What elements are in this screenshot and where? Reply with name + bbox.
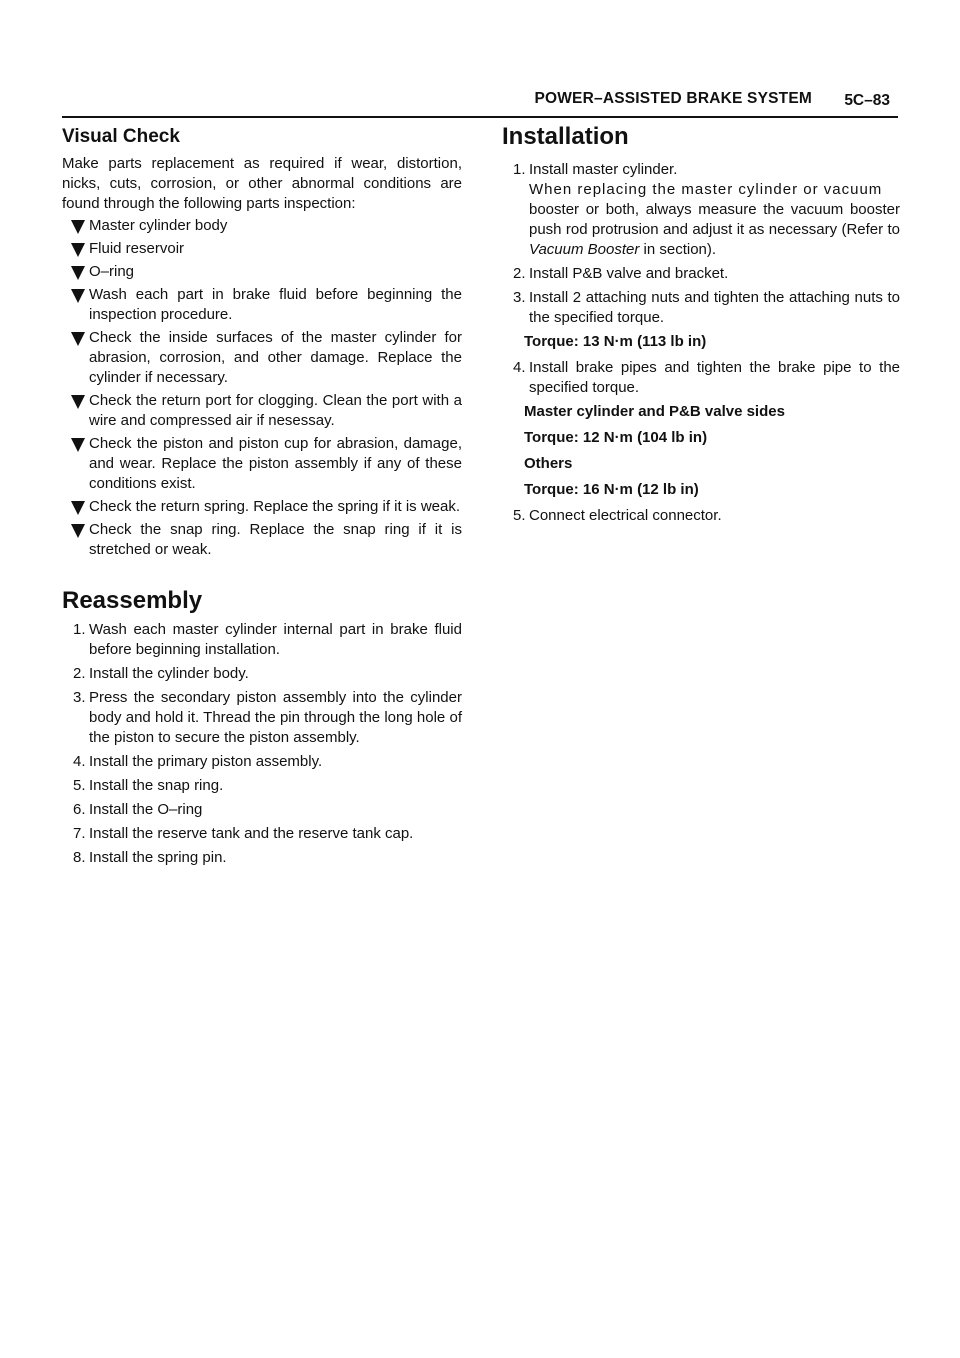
list-item: 2. Install P&B valve and bracket. [513, 265, 729, 282]
torque-spec: Torque: 12 N·m (104 lb in) [524, 429, 708, 446]
list-item: Fluid reservoir [62, 239, 462, 259]
page-header [62, 88, 898, 118]
list-item: 6. Install the O–ring [73, 801, 203, 818]
left-column [62, 124, 462, 872]
list-item: 1. Install master cylinder. [513, 161, 678, 178]
list-item: 3. Press the secondary piston assembly into the cylinder body and hold it. Thread the pin through the long hole of the piston to secure the piston assembly. [73, 689, 462, 746]
list-item: Wash each part in brake fluid before beginning the inspection procedure. [62, 285, 462, 325]
installation-heading: Installation [502, 123, 629, 150]
torque-spec: Torque: 13 N·m (113 lb in) [524, 333, 707, 350]
reassembly-steps [62, 620, 462, 868]
installation-steps [502, 160, 900, 180]
installation-steps-cont-2 [502, 358, 900, 398]
list-item: Master cylinder body [62, 216, 462, 236]
triangle-bullet-icon [71, 243, 85, 257]
visual-check-intro: Make parts replacement as required if wear, distortion, nicks, cuts, corrosion, or other abnormal conditions are found through the following parts inspection: [62, 155, 462, 212]
list-item: Check the inside surfaces of the master cylinder for abrasion, corrosion, and other damage. Replace the cylinder if necessary. [62, 328, 462, 388]
list-item: 4. Install the primary piston assembly. [73, 753, 323, 770]
vacuum-booster-reference: Vacuum Booster [529, 241, 640, 258]
list-item: 2. Install the cylinder body. [73, 665, 249, 682]
installation-steps-cont [502, 264, 900, 328]
list-item: Check the snap ring. Replace the snap ring if it is stretched or weak. [62, 520, 462, 560]
triangle-bullet-icon [71, 266, 85, 280]
triangle-bullet-icon [71, 332, 85, 346]
installation-note: When replacing the master cylinder or vacuum booster or both, always measure the vacuum booster push rod protrusion and adjust it as necessary (Refer to Vacuum Booster in section). [529, 181, 900, 258]
list-item: O–ring [62, 262, 462, 282]
triangle-bullet-icon [71, 438, 85, 452]
list-item: Check the return spring. Replace the spring if it is weak. [62, 497, 462, 517]
triangle-bullet-icon [71, 501, 85, 515]
list-item: 5. Install the snap ring. [73, 777, 224, 794]
installation-steps-cont-3 [502, 506, 900, 526]
torque-spec: Torque: 16 N·m (12 lb in) [524, 481, 699, 498]
inspection-list [62, 216, 462, 560]
reassembly-heading: Reassembly [62, 587, 203, 614]
triangle-bullet-icon [71, 220, 85, 234]
list-item: 4. Install brake pipes and tighten the brake pipe to the specified torque. [513, 359, 900, 396]
section-title: POWER–ASSISTED BRAKE SYSTEM [534, 90, 812, 107]
list-item: Check the return port for clogging. Clean the port with a wire and compressed air if nesessay. [62, 391, 462, 431]
list-item: 3. Install 2 attaching nuts and tighten the attaching nuts to the specified torque. [513, 289, 900, 326]
right-column [502, 122, 900, 530]
list-item: 5. Connect electrical connector. [513, 507, 722, 524]
visual-check-heading: Visual Check [62, 126, 180, 147]
triangle-bullet-icon [71, 395, 85, 409]
torque-label-master: Master cylinder and P&B valve sides [524, 403, 785, 420]
list-item: 7. Install the reserve tank and the reserve tank cap. [73, 825, 414, 842]
torque-label-others: Others [524, 455, 573, 472]
page-number: 5C–83 [844, 92, 890, 109]
list-item: Check the piston and piston cup for abrasion, damage, and wear. Replace the piston assembly if any of these conditions exist. [62, 434, 462, 494]
list-item: 8. Install the spring pin. [73, 849, 227, 866]
triangle-bullet-icon [71, 524, 85, 538]
list-item: 1. Wash each master cylinder internal part in brake fluid before beginning installation. [73, 621, 462, 658]
triangle-bullet-icon [71, 289, 85, 303]
